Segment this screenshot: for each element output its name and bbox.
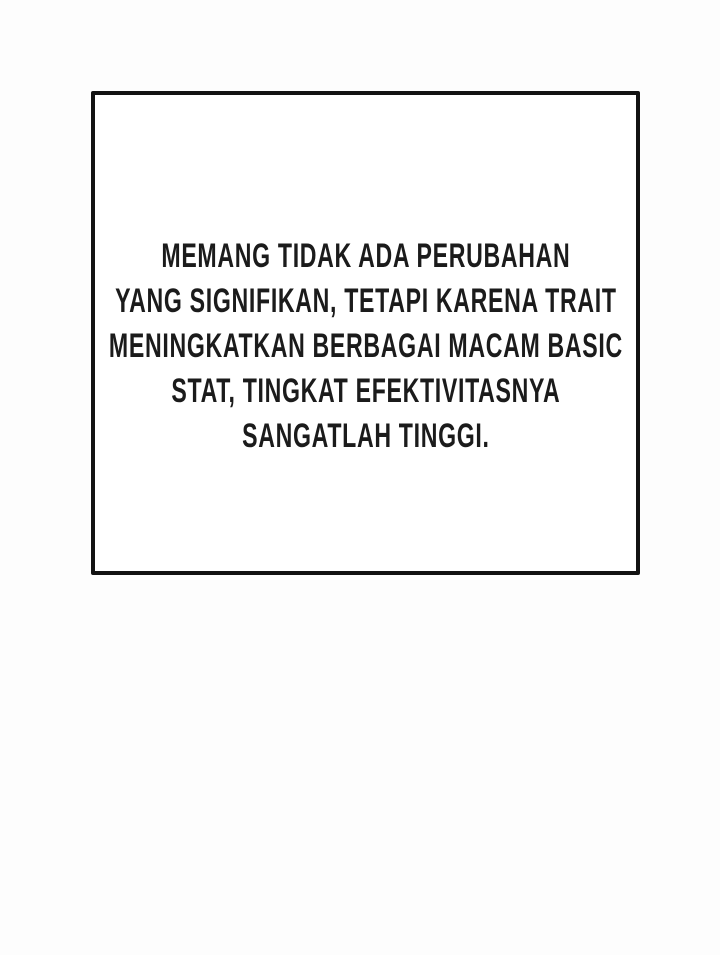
dialogue-line: SANGATLAH TINGGI. [241,416,490,455]
dialogue-text [109,234,623,459]
dialogue-line: STAT, TINGKAT EFEKTIVITASNYA [171,371,560,410]
comic-panel [91,91,640,575]
dialogue-line: MEMANG TIDAK ADA PERUBAHAN [161,236,571,275]
dialogue-line: YANG SIGNIFIKAN, TETAPI KARENA TRAIT [114,281,617,320]
dialogue-line: MENINGKATKAN BERBAGAI MACAM BASIC [108,326,623,365]
